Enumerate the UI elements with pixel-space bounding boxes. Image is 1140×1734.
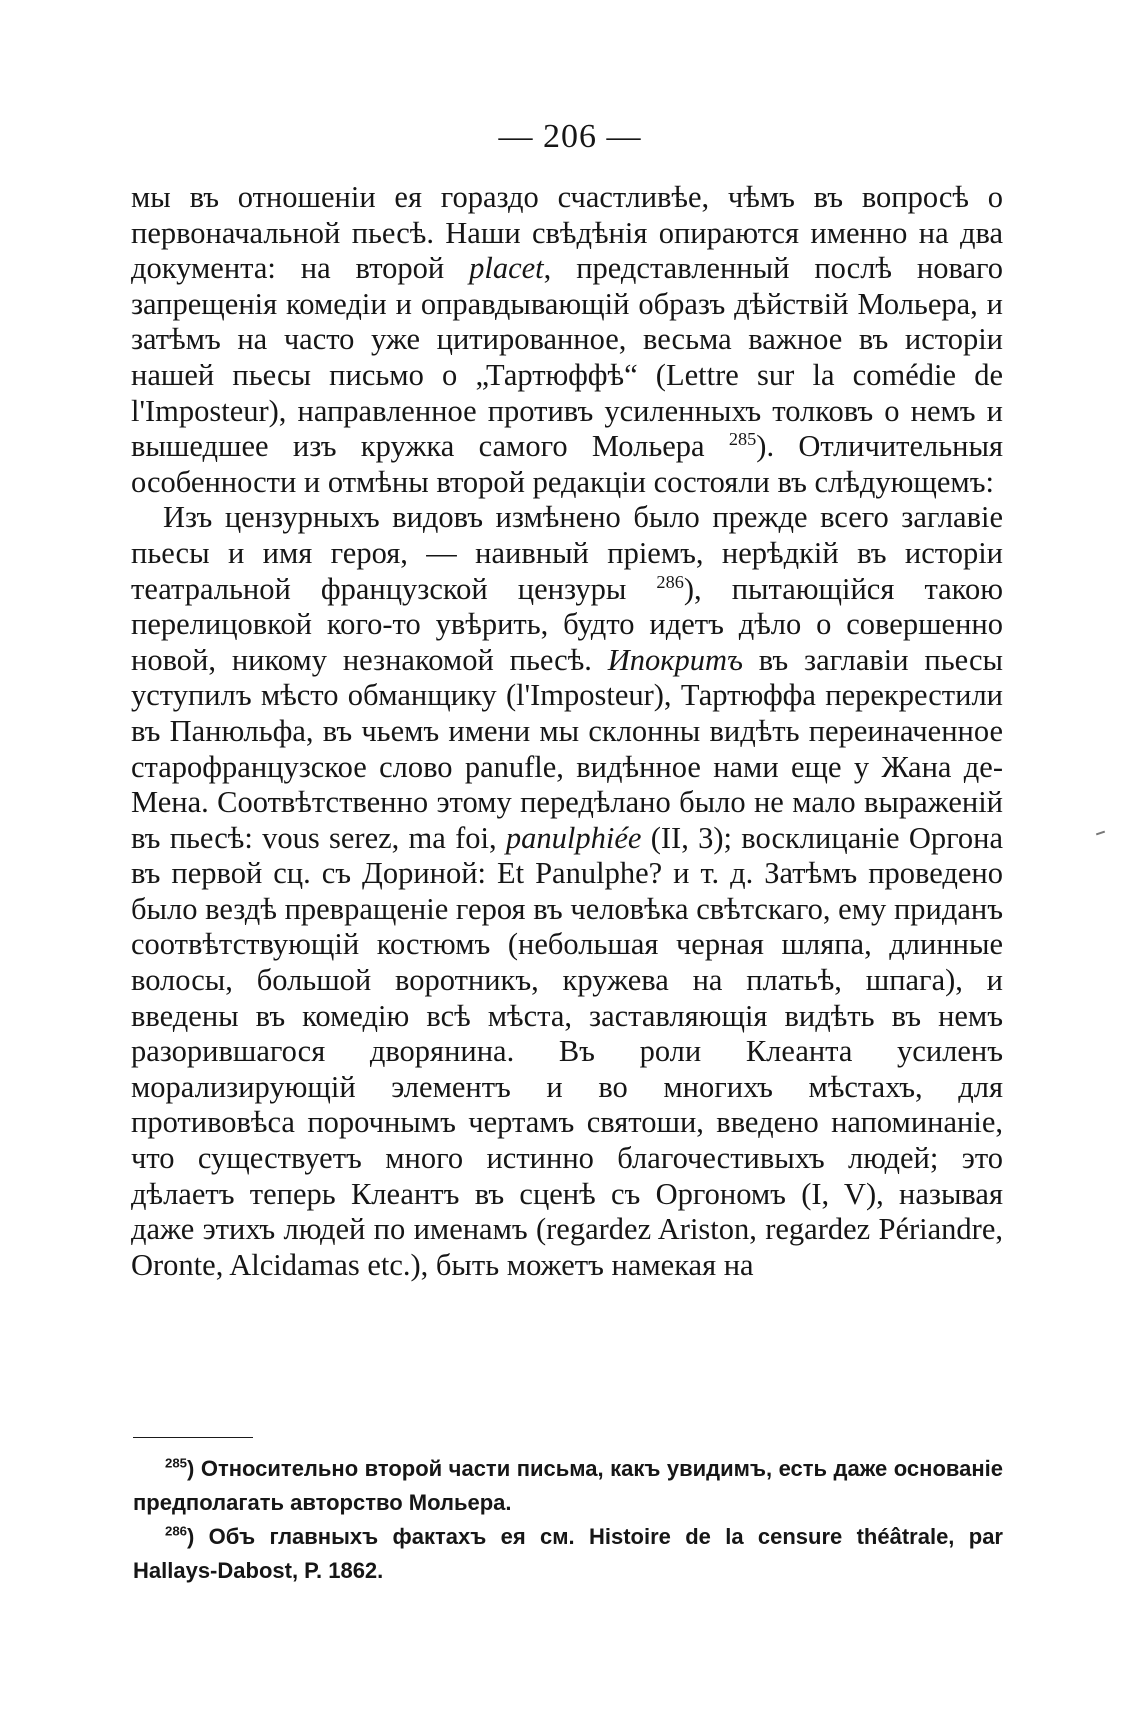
main-text bbox=[131, 180, 1003, 1283]
paragraph-1 bbox=[131, 180, 1003, 500]
footnotes bbox=[133, 1452, 1003, 1588]
paragraph-2-part-a: Изъ цензурныхъ видовъ измѣнено было прежде всего заглавіе пьесы и имя героя, — наивный пріемъ, нерѣдкій въ исторіи театральной французской цензуры bbox=[131, 500, 1003, 606]
paragraph-1-part-a: мы въ отношеніи ея гораздо счастливѣе, чѣмъ въ вопросѣ о первоначальной пьесѣ. Наши свѣдѣнія опираются именно на два документа: на второй bbox=[131, 180, 1003, 286]
paragraph-1-part-c: ). Отличительныя особенности и отмѣны второй редакціи состояли въ слѣдующемъ: bbox=[131, 429, 1004, 499]
footnote-286 bbox=[133, 1520, 1003, 1588]
footnote-ref-286[interactable]: 286 bbox=[656, 571, 684, 592]
paragraph-2-part-c: въ заглавіи пьесы уступилъ мѣсто обманщику (l'Imposteur), Тартюффа перекрестили въ Панюльфа, въ чьемъ имени мы склонны видѣть переиначенное старофранцузское слово panufle, видѣнное нами еще у Жана де-Мена. Соотвѣтственно этому передѣлано было не мало выраженій въ пьесѣ: vous serez, ma foi, bbox=[131, 642, 1003, 855]
placet-term: placet bbox=[469, 251, 544, 286]
page-number: — 206 — bbox=[498, 118, 642, 155]
stray-print-mark bbox=[1096, 831, 1105, 836]
footnote-286-text: ) Объ главныхъ фактахъ ея см. Histoire de la censure théâtrale, par Hallays-Dabost, P. 1862. bbox=[133, 1524, 1003, 1583]
footnote-mark-286: 286 bbox=[165, 1523, 188, 1539]
paragraph-2 bbox=[131, 500, 1003, 1283]
paragraph-2-part-b: ), пытающійся такою перелицовкой кого-то увѣрить, будто идетъ дѣло о совершенно новой, никому незнакомой пьесѣ. bbox=[131, 571, 1003, 677]
footnote-mark-285: 285 bbox=[165, 1455, 188, 1471]
paragraph-2-part-d: (II, 3); восклицаніе Оргона въ первой сц. съ Дориной: Et Panulphe? и т. д. Затѣмъ проведено было вездѣ превращеніе героя въ человѣка свѣтскаго, ему приданъ соотвѣтствующій костюмъ (небольшая черная шляпа, длинные волосы, большой воротникъ, кружева на платьѣ, шпага), и введены въ комедію всѣ мѣста, заставляющія видѣть въ немъ разорившагося дворянина. Въ роли Клеанта усиленъ морализирующій элементъ и во многихъ мѣстахъ, для противовѣса порочнымъ чертамъ святоши, введено напоминаніе, что существуетъ много истинно благочестивыхъ людей; это дѣлаетъ теперь Клеантъ въ сценѣ съ Оргономъ (I, V), называя даже этихъ людей по именамъ (regardez Ariston, regardez Périandre, Oronte, Alcidamas etc.), быть можетъ намекая на bbox=[131, 820, 1003, 1282]
paragraph-1-part-b: , представленный послѣ новаго запрещенія комедіи и оправдывающій образъ дѣйствій Мольера, и затѣмъ на часто уже цитированное, весьма важное въ исторіи нашей пьесы письмо о „Тартюффѣ“ (Lettre sur la comédie de l'Imposteur), направленное противъ усиленныхъ толковъ о немъ и вышедшее изъ кружка самого Мольера bbox=[131, 251, 1003, 464]
footnote-285-text: ) Относительно второй части письма, какъ увидимъ, есть даже основаніе предполагать авторство Мольера. bbox=[133, 1456, 1003, 1515]
footnote-divider bbox=[133, 1437, 253, 1438]
hypocrite-title: Ипокритъ bbox=[607, 642, 743, 677]
footnote-285 bbox=[133, 1452, 1003, 1520]
footnote-ref-285[interactable]: 285 bbox=[728, 429, 757, 449]
panulphiee-term: panulphiée bbox=[505, 820, 642, 855]
